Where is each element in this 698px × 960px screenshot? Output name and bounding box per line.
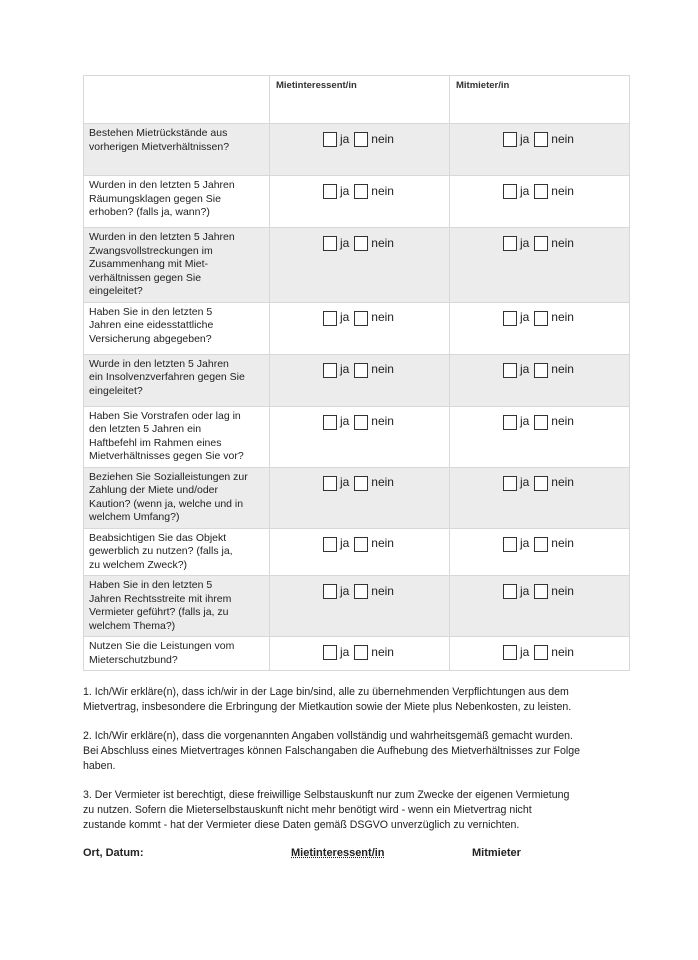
table-row bbox=[84, 406, 630, 467]
checkbox-yes-applicant[interactable] bbox=[323, 184, 337, 199]
yes-label: ja bbox=[340, 235, 350, 250]
yes-label: ja bbox=[340, 310, 350, 325]
checkbox-no-applicant[interactable] bbox=[354, 236, 368, 251]
table-row bbox=[84, 302, 630, 354]
declaration-1: 1. Ich/Wir erkläre(n), dass ich/wir in der Lage bin/sind, alle zu übernehmenden Verpflichtungen aus dem Mietvertrag, insbesondere die Erbringung der Mietkaution sowie der Miete plus Nebenkosten, zu leisten. bbox=[83, 686, 572, 713]
yes-label: ja bbox=[340, 644, 350, 659]
answer-cell-applicant bbox=[270, 124, 450, 176]
table-row bbox=[84, 176, 630, 228]
no-label: nein bbox=[371, 310, 394, 325]
yes-label: ja bbox=[520, 310, 530, 325]
answer-cell-applicant bbox=[270, 637, 450, 671]
yes-label: ja bbox=[520, 583, 530, 598]
table-row bbox=[84, 228, 630, 303]
question-text: Wurden in den letzten 5 Jahren Zwangsvollstreckungen im Zusammenhang mit Miet- verhältnissen gegen Sie eingeleitet? bbox=[84, 228, 270, 303]
no-label: nein bbox=[371, 644, 394, 659]
declaration-3: 3. Der Vermieter ist berechtigt, diese freiwillige Selbstauskunft nur zum Zwecke der eigenen Vermietung zu nutzen. Sofern die Mieterselbstauskunft nicht mehr benötigt wird - wenn ein Mietvertrag nicht zustande kommt - hat der Vermieter diese Daten gemäß DSGVO unverzüglich zu vernichten. bbox=[83, 789, 570, 831]
checkbox-yes-co-tenant[interactable] bbox=[503, 311, 517, 326]
checkbox-yes-applicant[interactable] bbox=[323, 363, 337, 378]
no-label: nein bbox=[551, 414, 574, 429]
table-row bbox=[84, 637, 630, 671]
no-label: nein bbox=[551, 362, 574, 377]
answer-cell-co-tenant bbox=[450, 228, 630, 303]
question-text: Wurden in den letzten 5 Jahren Räumungsklagen gegen Sie erhoben? (falls ja, wann?) bbox=[84, 176, 270, 228]
no-label: nein bbox=[371, 414, 394, 429]
checkbox-no-applicant[interactable] bbox=[354, 476, 368, 491]
checkbox-no-applicant[interactable] bbox=[354, 311, 368, 326]
question-text: Bestehen Mietrückstände aus vorherigen Mietverhältnissen? bbox=[84, 124, 270, 176]
checkbox-yes-co-tenant[interactable] bbox=[503, 236, 517, 251]
checkbox-yes-co-tenant[interactable] bbox=[503, 363, 517, 378]
checkbox-no-applicant[interactable] bbox=[354, 363, 368, 378]
no-label: nein bbox=[551, 183, 574, 198]
checkbox-yes-co-tenant[interactable] bbox=[503, 184, 517, 199]
checkbox-no-co-tenant[interactable] bbox=[534, 184, 548, 199]
no-label: nein bbox=[551, 583, 574, 598]
answer-cell-co-tenant bbox=[450, 467, 630, 528]
checkbox-yes-applicant[interactable] bbox=[323, 537, 337, 552]
checkbox-yes-co-tenant[interactable] bbox=[503, 415, 517, 430]
answer-cell-co-tenant bbox=[450, 124, 630, 176]
checkbox-yes-applicant[interactable] bbox=[323, 476, 337, 491]
co-tenant-signature-label: Mitmieter bbox=[472, 847, 521, 859]
answer-cell-applicant bbox=[270, 406, 450, 467]
checkbox-yes-applicant[interactable] bbox=[323, 132, 337, 147]
answer-cell-co-tenant bbox=[450, 406, 630, 467]
question-text: Nutzen Sie die Leistungen vom Mieterschutzbund? bbox=[84, 637, 270, 671]
no-label: nein bbox=[551, 310, 574, 325]
question-text: Haben Sie in den letzten 5 Jahren eine eidesstattliche Versicherung abgegeben? bbox=[84, 302, 270, 354]
answer-cell-co-tenant bbox=[450, 354, 630, 406]
checkbox-no-applicant[interactable] bbox=[354, 184, 368, 199]
yes-label: ja bbox=[520, 362, 530, 377]
question-text: Beabsichtigen Sie das Objekt gewerblich zu nutzen? (falls ja, zu welchem Zweck?) bbox=[84, 528, 270, 576]
signature-row bbox=[83, 847, 645, 863]
checkbox-no-applicant[interactable] bbox=[354, 537, 368, 552]
answer-cell-applicant bbox=[270, 467, 450, 528]
checkbox-yes-co-tenant[interactable] bbox=[503, 645, 517, 660]
table-row bbox=[84, 576, 630, 637]
no-label: nein bbox=[371, 362, 394, 377]
yes-label: ja bbox=[340, 183, 350, 198]
yes-label: ja bbox=[340, 362, 350, 377]
checkbox-no-co-tenant[interactable] bbox=[534, 236, 548, 251]
answer-cell-co-tenant bbox=[450, 176, 630, 228]
answer-cell-applicant bbox=[270, 302, 450, 354]
answer-cell-applicant bbox=[270, 354, 450, 406]
answer-cell-co-tenant bbox=[450, 637, 630, 671]
question-text: Beziehen Sie Sozialleistungen zur Zahlung der Miete und/oder Kaution? (wenn ja, welche und in welchem Umfang?) bbox=[84, 467, 270, 528]
declaration-2: 2. Ich/Wir erkläre(n), dass die vorgenannten Angaben vollständig und wahrheitsgemäß gemacht wurden. Bei Abschluss eines Mietvertrages können Falschangaben die Aufhebung des Mietverhältnisses zur Folge haben. bbox=[83, 730, 581, 772]
no-label: nein bbox=[371, 536, 394, 551]
checkbox-no-co-tenant[interactable] bbox=[534, 363, 548, 378]
answer-cell-applicant bbox=[270, 176, 450, 228]
checkbox-yes-co-tenant[interactable] bbox=[503, 132, 517, 147]
checkbox-yes-co-tenant[interactable] bbox=[503, 584, 517, 599]
checkbox-yes-applicant[interactable] bbox=[323, 584, 337, 599]
checkbox-yes-co-tenant[interactable] bbox=[503, 476, 517, 491]
checkbox-no-applicant[interactable] bbox=[354, 645, 368, 660]
checkbox-no-applicant[interactable] bbox=[354, 415, 368, 430]
checkbox-yes-applicant[interactable] bbox=[323, 645, 337, 660]
document-body bbox=[83, 75, 645, 863]
checkbox-no-co-tenant[interactable] bbox=[534, 476, 548, 491]
applicant-signature-label: Mietinteressent/in bbox=[291, 847, 385, 859]
answer-cell-applicant bbox=[270, 228, 450, 303]
checkbox-no-co-tenant[interactable] bbox=[534, 645, 548, 660]
yes-label: ja bbox=[520, 131, 530, 146]
header-applicant: Mietinteressent/in bbox=[270, 76, 450, 124]
yes-label: ja bbox=[340, 414, 350, 429]
no-label: nein bbox=[371, 475, 394, 490]
checkbox-no-co-tenant[interactable] bbox=[534, 415, 548, 430]
checkbox-no-co-tenant[interactable] bbox=[534, 311, 548, 326]
yes-label: ja bbox=[520, 235, 530, 250]
checkbox-no-co-tenant[interactable] bbox=[534, 132, 548, 147]
question-text: Haben Sie in den letzten 5 Jahren Rechtsstreite mit ihrem Vermieter geführt? (falls ja, zu welchem Thema?) bbox=[84, 576, 270, 637]
answer-cell-co-tenant bbox=[450, 302, 630, 354]
answer-cell-applicant bbox=[270, 576, 450, 637]
question-text: Haben Sie Vorstrafen oder lag in den letzten 5 Jahren ein Haftbefehl im Rahmen eines Mietverhältnisses gegen Sie vor? bbox=[84, 406, 270, 467]
checkbox-yes-applicant[interactable] bbox=[323, 311, 337, 326]
answer-cell-co-tenant bbox=[450, 576, 630, 637]
question-text: Wurde in den letzten 5 Jahren ein Insolvenzverfahren gegen Sie eingeleitet? bbox=[84, 354, 270, 406]
checkbox-no-applicant[interactable] bbox=[354, 132, 368, 147]
yes-label: ja bbox=[520, 475, 530, 490]
yes-label: ja bbox=[520, 536, 530, 551]
checkbox-no-co-tenant[interactable] bbox=[534, 584, 548, 599]
yes-label: ja bbox=[340, 475, 350, 490]
no-label: nein bbox=[551, 475, 574, 490]
table-row bbox=[84, 124, 630, 176]
checkbox-yes-co-tenant[interactable] bbox=[503, 537, 517, 552]
answer-cell-co-tenant bbox=[450, 528, 630, 576]
yes-label: ja bbox=[340, 583, 350, 598]
header-empty bbox=[84, 76, 270, 124]
no-label: nein bbox=[371, 131, 394, 146]
no-label: nein bbox=[371, 235, 394, 250]
checkbox-yes-applicant[interactable] bbox=[323, 415, 337, 430]
no-label: nein bbox=[551, 131, 574, 146]
questionnaire-table bbox=[83, 75, 630, 671]
yes-label: ja bbox=[340, 131, 350, 146]
header-co-tenant: Mitmieter/in bbox=[450, 76, 630, 124]
yes-label: ja bbox=[520, 183, 530, 198]
checkbox-no-co-tenant[interactable] bbox=[534, 537, 548, 552]
table-row bbox=[84, 528, 630, 576]
yes-label: ja bbox=[340, 536, 350, 551]
no-label: nein bbox=[551, 644, 574, 659]
checkbox-no-applicant[interactable] bbox=[354, 584, 368, 599]
place-date-label: Ort, Datum: bbox=[83, 847, 144, 859]
no-label: nein bbox=[551, 536, 574, 551]
yes-label: ja bbox=[520, 414, 530, 429]
table-row bbox=[84, 354, 630, 406]
yes-label: ja bbox=[520, 644, 530, 659]
no-label: nein bbox=[371, 183, 394, 198]
table-row bbox=[84, 467, 630, 528]
no-label: nein bbox=[371, 583, 394, 598]
checkbox-yes-applicant[interactable] bbox=[323, 236, 337, 251]
answer-cell-applicant bbox=[270, 528, 450, 576]
no-label: nein bbox=[551, 235, 574, 250]
